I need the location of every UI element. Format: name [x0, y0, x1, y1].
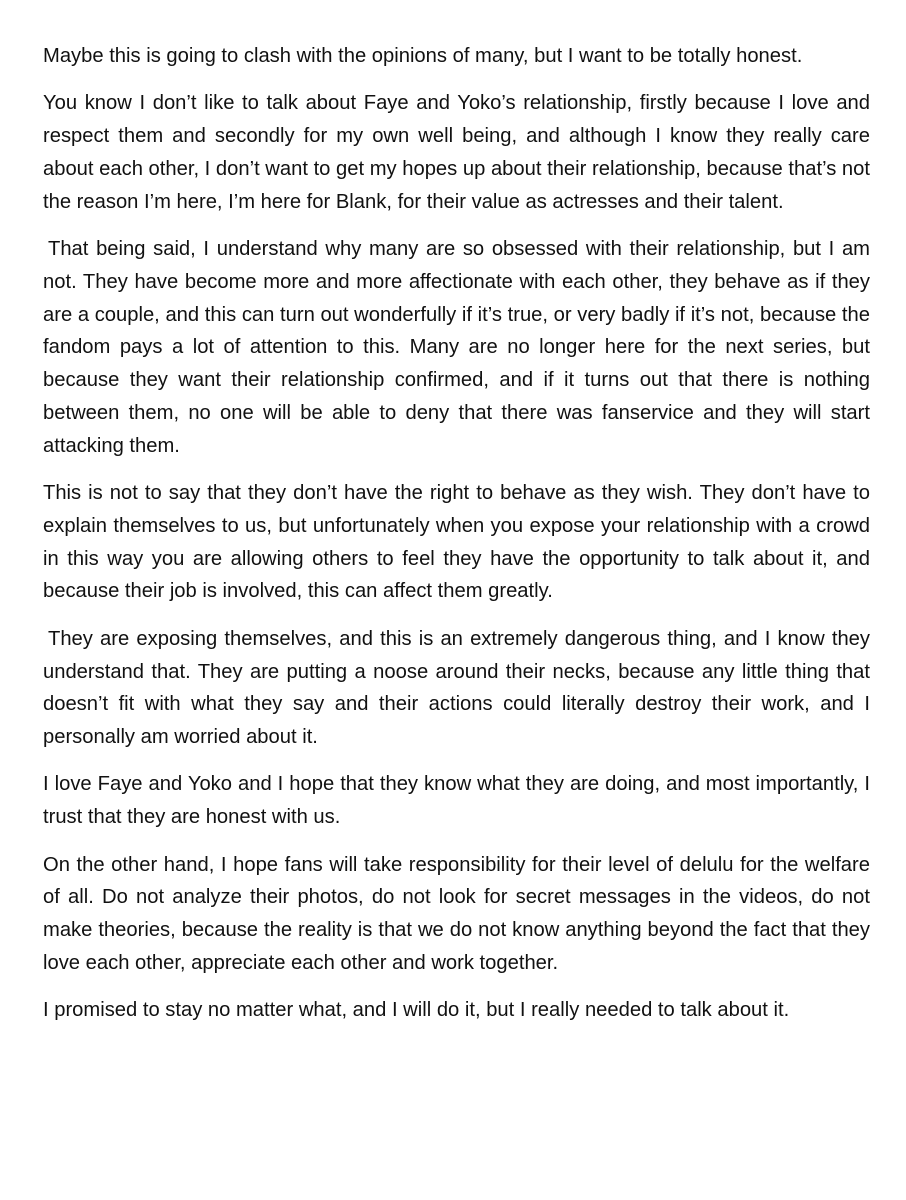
paragraph-7: On the other hand, I hope fans will take responsibility for their level of delulu for the welfare of all. Do not analyze their photos, do not look for secret messages in the videos, do not make theories, because the reality is that we do not know anything beyond the fact that they love each other, appreciate each other and work together.	[43, 853, 870, 974]
paragraph-1: Maybe this is going to clash with the opinions of many, but I want to be totally honest.	[43, 45, 803, 67]
paragraph-8: I promised to stay no matter what, and I will do it, but I really needed to talk about it.	[43, 999, 790, 1022]
paragraph-6: I love Faye and Yoko and I hope that they know what they are doing, and most importantly, I trust that they are honest with us.	[43, 773, 870, 829]
paragraph-4: This is not to say that they don’t have the right to behave as they wish. They don’t have to explain themselves to us, but unfortunately when you expose your relationship with a crowd in this way you are allowing others to feel they have the opportunity to talk about it, and because their job is involved, this can affect them greatly.	[43, 482, 870, 603]
paragraph-3: That being said, I understand why many are so obsessed with their relationship, but I am not. They have become more and more affectionate with each other, they behave as if they are a couple, and this can turn out wonderfully if it’s true, or very badly if it’s not, because the fandom pays a lot of attention to this. Many are no longer here for the next series, but because they want their relationship confirmed, and if it turns out that there is nothing between them, no one will be able to deny that there was fanservice and they will start attacking them.	[43, 237, 870, 457]
paragraph-2: You know I don’t like to talk about Faye and Yoko’s relationship, firstly because I love and respect them and secondly for my own well being, and although I know they really care about each other, I don’t want to get my hopes up about their relationship, because that’s not the reason I’m here, I’m here for Blank, for their value as actresses and their talent.	[43, 92, 870, 213]
paragraph-5: They are exposing themselves, and this is an extremely dangerous thing, and I know they understand that. They are putting a noose around their necks, because any little thing that doesn’t fit with what they say and their actions could literally destroy their work, and I personally am worried about it.	[43, 627, 870, 749]
